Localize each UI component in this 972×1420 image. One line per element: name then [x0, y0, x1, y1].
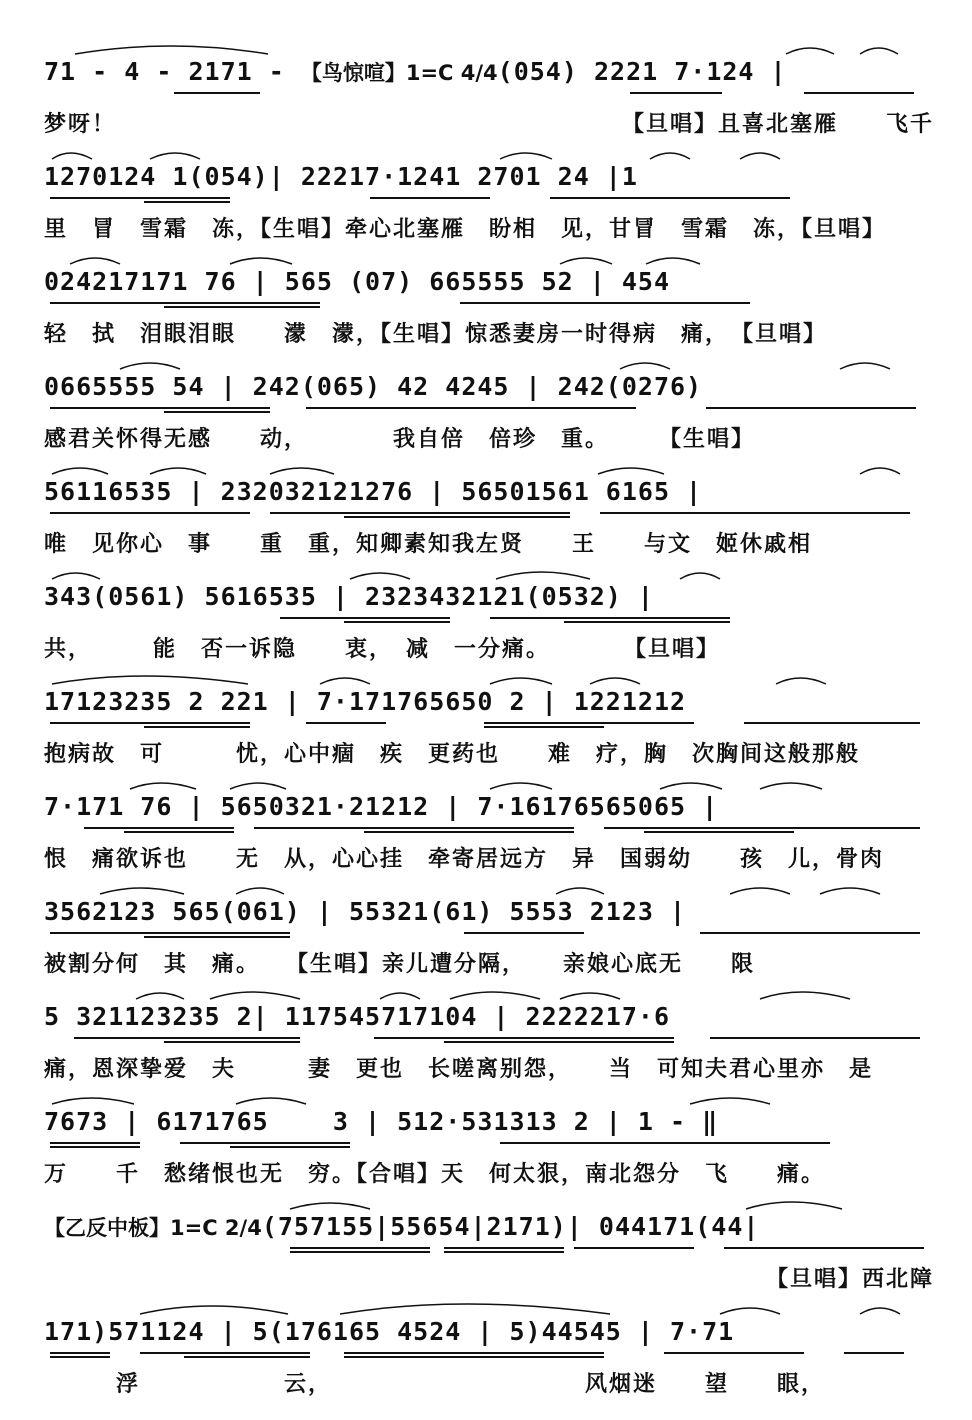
notation-line: 7·171 76 | 5650321·21212 | 7·16176565065 |	[44, 792, 719, 821]
rhythm-underlines	[44, 722, 934, 728]
lyric-line: 梦呀！	[44, 111, 117, 137]
rhythm-underlines	[44, 197, 934, 203]
notation-line: 7673 | 6171765 3 | 512·531313 2 | 1 - ‖	[44, 1107, 719, 1136]
lyric-line: 抱病故 可 忧，心中痼 疾 更药也 难 疗，胸 次胸间这般那般	[44, 741, 861, 767]
notation-line: 1270124 1(054)| 22217·1241 2701 24 |1	[44, 162, 638, 191]
lyric-line: 感君关怀得无感 动， 我自倍 倍珍 重。 【生唱】	[44, 426, 756, 452]
rhythm-underlines	[44, 512, 934, 518]
rhythm-underlines	[44, 617, 934, 623]
score-system-5	[0, 470, 972, 580]
score-system-8	[0, 785, 972, 895]
notation-line: 0665555 54 | 242(065) 42 4245 | 242(0276)	[44, 372, 703, 401]
rhythm-underlines	[44, 827, 934, 833]
notation-line: 56116535 | 232032121276 | 56501561 6165 |	[44, 477, 703, 506]
score-system-10	[0, 995, 972, 1105]
score-system-9	[0, 890, 972, 1000]
rhythm-underlines	[44, 302, 934, 308]
lyric-line: 共， 能 否一诉隐 衷， 减 一分痛。 【旦唱】	[44, 636, 721, 662]
lyric-line: 恨 痛欲诉也 无 从，心心挂 牵寄居远方 异 国弱幼 孩 儿，骨肉	[44, 846, 885, 872]
rhythm-underlines	[44, 407, 934, 413]
notation-line: 17123235 2 221 | 7·171765650 2 | 1221212	[44, 687, 687, 716]
notation-line: 5 321123235 2| 117545717104 | 2222217·6	[44, 1002, 670, 1031]
lyric-line: 万 千 愁绪恨也无 穷。【合唱】天 何太狠，南北怨分 飞 痛。	[44, 1161, 826, 1187]
score-system-13	[0, 1310, 972, 1420]
lyric-line-right: 【旦唱】且喜北塞雁 飞千	[621, 111, 934, 137]
score-system-1	[0, 50, 972, 160]
rhythm-underlines	[44, 1037, 934, 1043]
notation-line: 343(0561) 5616535 | 2323432121(0532) |	[44, 582, 654, 611]
lyric-line: 痛，恩深挚爱 夫 妻 更也 长嗟离别怨， 当 可知夫君心里亦 是	[44, 1056, 874, 1082]
lyric-line: 浮 云， 风烟迷 望 眼，	[44, 1371, 826, 1397]
score-system-7	[0, 680, 972, 790]
rhythm-underlines	[44, 92, 934, 98]
notation-line: 171)571124 | 5(176165 4524 | 5)44545 | 7·71	[44, 1317, 735, 1346]
lyric-line-right: 【旦唱】西北障	[765, 1266, 934, 1292]
notation-line: 3562123 565(061) | 55321(61) 5553 2123 |	[44, 897, 687, 926]
score-system-11	[0, 1100, 972, 1210]
score-system-2	[0, 155, 972, 265]
score-system-12	[0, 1205, 972, 1315]
lyric-line: 轻 拭 泪眼泪眼 濛 濛，【生唱】惊悉妻房一时得病 痛， 【旦唱】	[44, 321, 828, 347]
rhythm-underlines	[44, 932, 934, 938]
rhythm-underlines	[44, 1352, 934, 1358]
rhythm-underlines	[44, 1142, 934, 1148]
score-system-4	[0, 365, 972, 475]
notation-line: 【乙反中板】1=C 2/4(757155|55654|2171)| 044171(44|	[44, 1212, 760, 1241]
rhythm-underlines	[44, 1247, 934, 1253]
lyric-line: 被割分何 其 痛。 【生唱】亲儿遭分隔， 亲娘心底无 限	[44, 951, 756, 977]
lyric-line: 唯 见你心 事 重 重，知卿素知我左贤 王 与文 姬休戚相	[44, 531, 813, 557]
score-system-6	[0, 575, 972, 685]
section-tag: 【鸟惊喧】1=C 4/4	[300, 61, 498, 85]
lyric-line: 里 冒 雪霜 冻，【生唱】牵心北塞雁 盼相 见，甘冒 雪霜 冻，【旦唱】	[44, 216, 887, 242]
section-tag: 【乙反中板】1=C 2/4	[44, 1216, 262, 1240]
score-system-3	[0, 260, 972, 370]
notation-line: 024217171 76 | 565 (07) 665555 52 | 454	[44, 267, 670, 296]
notation-line: 71 - 4 - 2171 - 【鸟惊喧】1=C 4/4(054) 2221 7·124 |	[44, 57, 787, 86]
